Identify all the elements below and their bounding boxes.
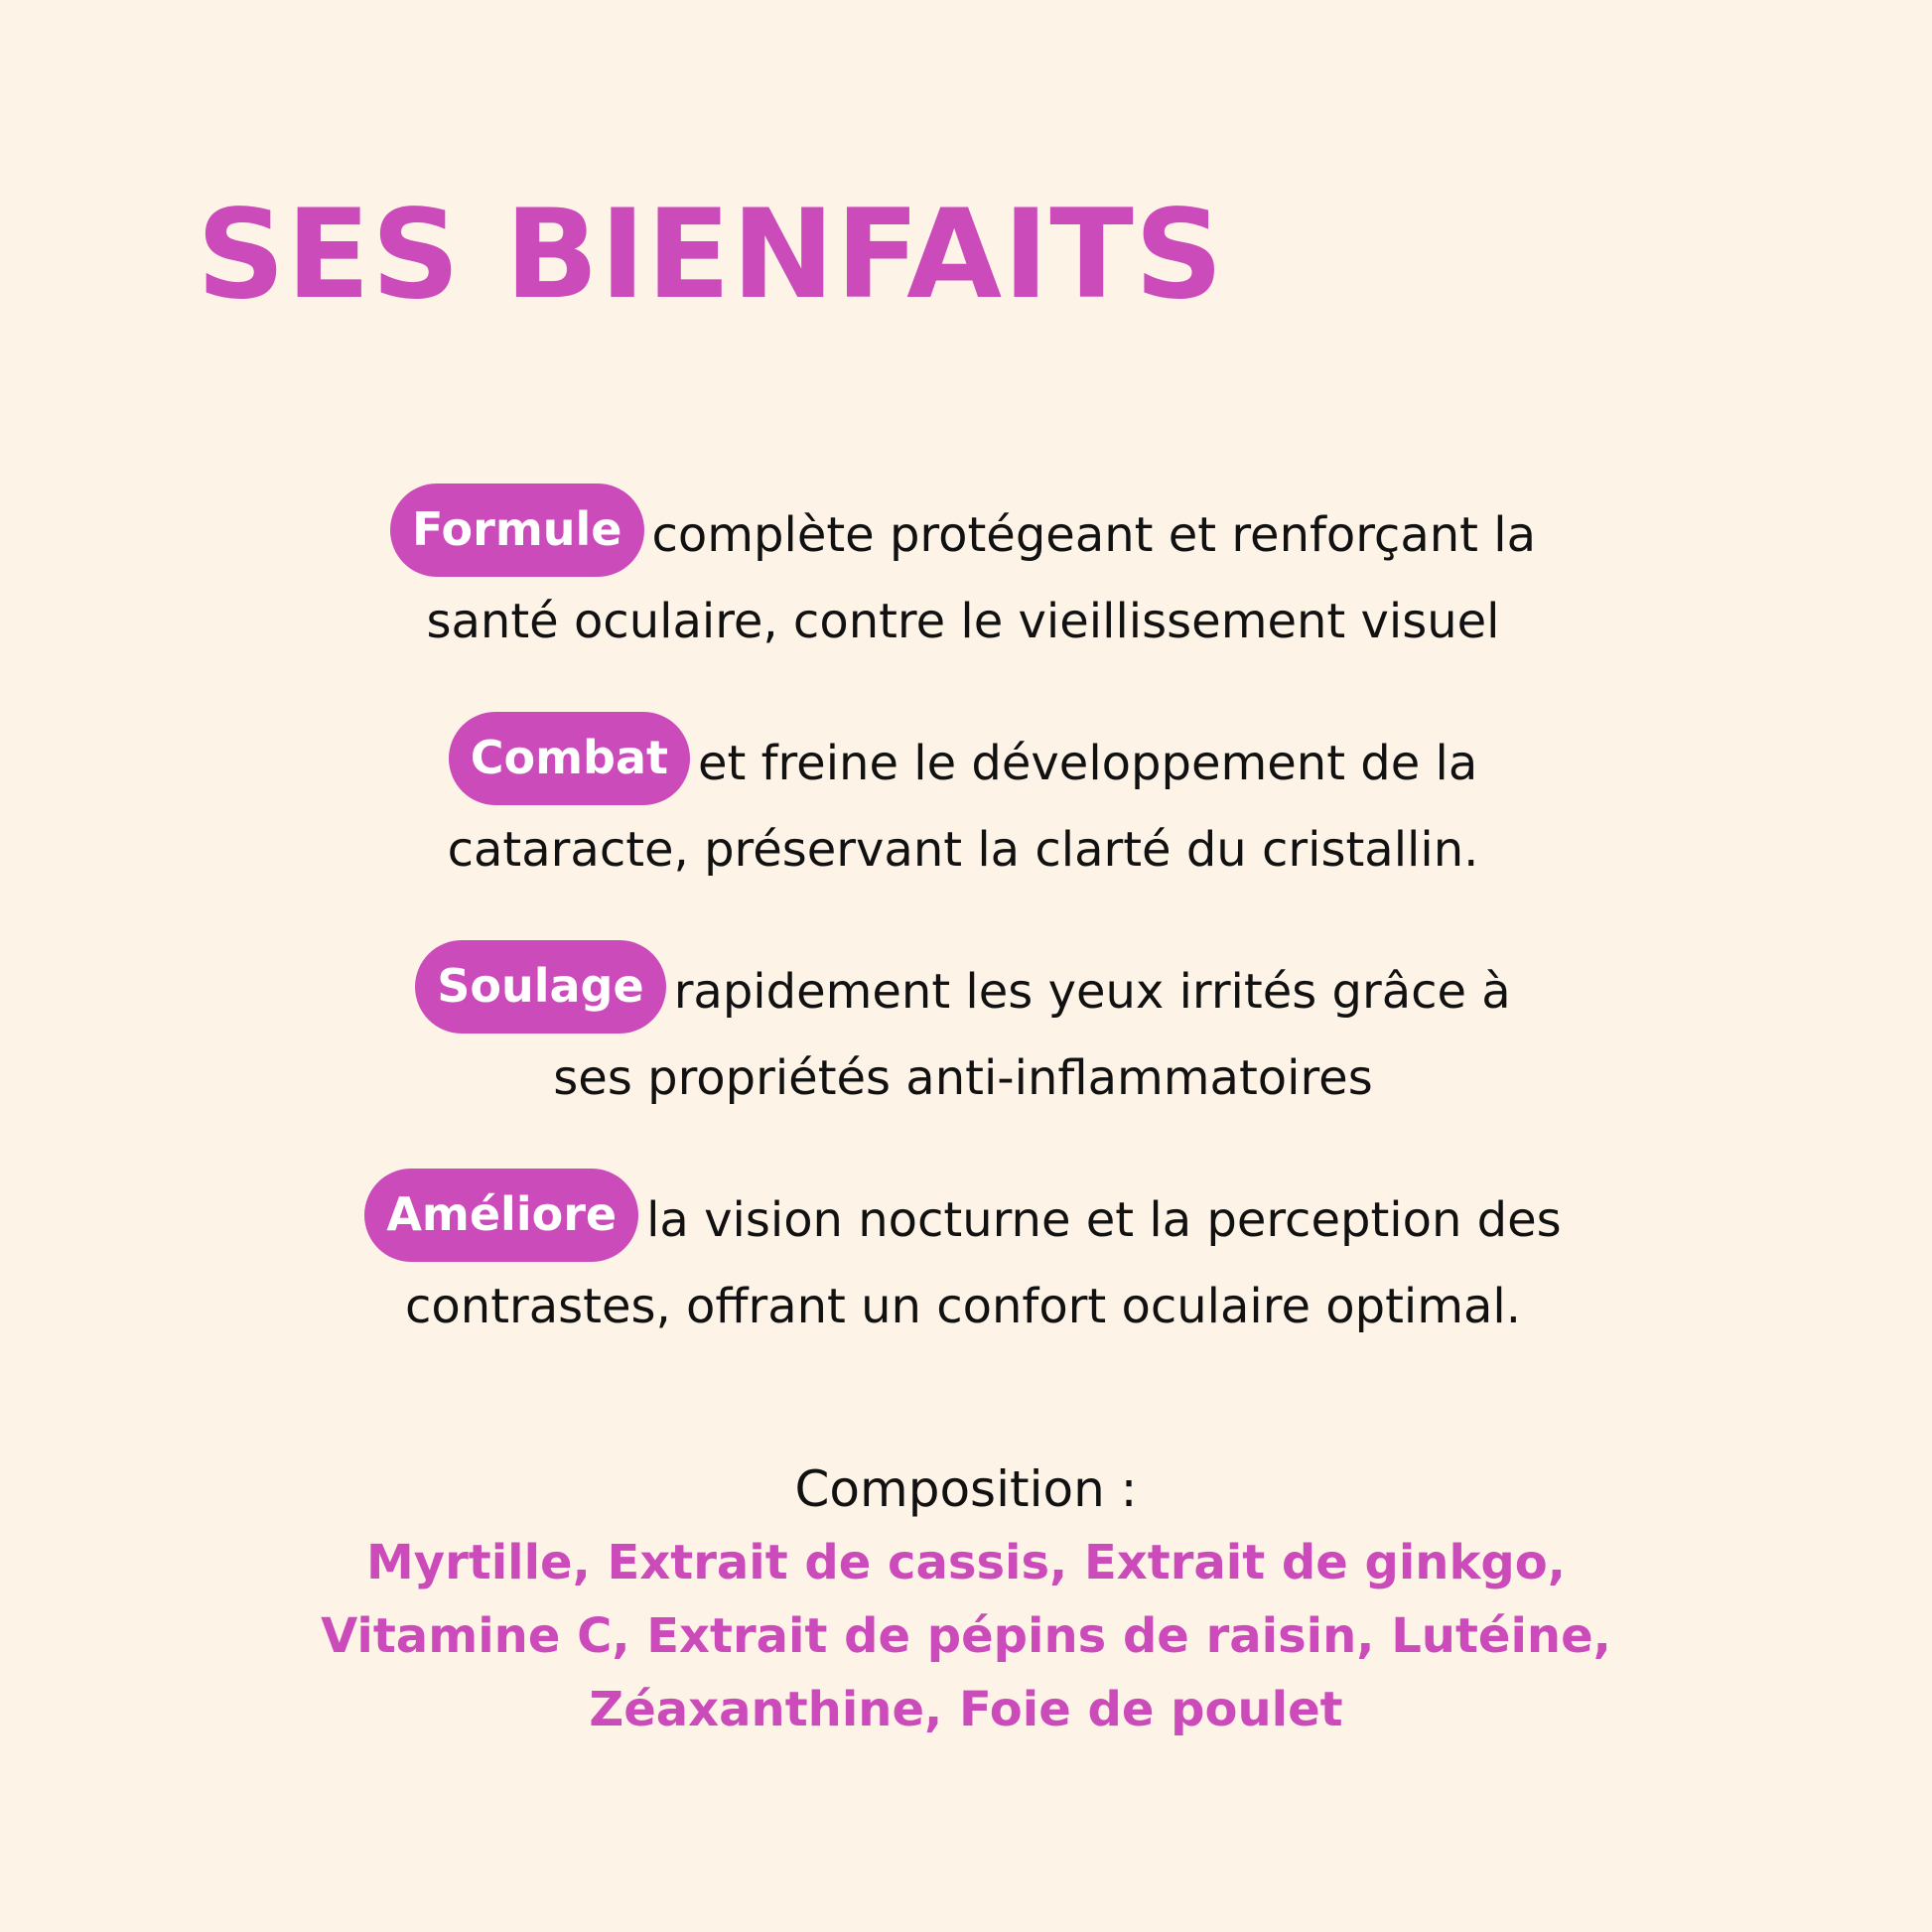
benefit-line [278, 720, 1648, 813]
ingredient-line: Vitamine C, Extrait de pépins de raisin, Lutéine, [321, 1608, 1611, 1664]
benefit-text: santé oculaire, contre le vieillissement visuel [426, 594, 1500, 649]
composition-section [228, 1452, 1704, 1746]
benefit-text: contrastes, offrant un confort oculaire optimal. [405, 1279, 1521, 1334]
benefit-line [278, 1176, 1648, 1270]
benefit-item [278, 1176, 1648, 1343]
benefit-text: cataracte, préservant la clarté du cristallin. [447, 822, 1479, 878]
benefits-list [278, 491, 1648, 1405]
benefit-item [278, 720, 1648, 887]
benefit-item [278, 491, 1648, 658]
benefit-line [278, 948, 1648, 1041]
ingredient-line: Myrtille, Extrait de cassis, Extrait de ginkgo, [366, 1535, 1566, 1590]
benefit-text: ses propriétés anti-inflammatoires [553, 1050, 1373, 1106]
benefit-line [278, 491, 1648, 585]
ingredient-line: Zéaxanthine, Foie de poulet [589, 1682, 1343, 1737]
page-title: SES BIENFAITS [197, 184, 1225, 327]
benefit-text: complète protégeant et renforçant la [651, 507, 1536, 563]
benefit-text: et freine le développement de la [697, 736, 1478, 791]
keyword-pill: Améliore [364, 1169, 638, 1262]
composition-label: Composition : [794, 1460, 1138, 1518]
keyword-pill: Soulage [415, 940, 665, 1034]
benefit-text: rapidement les yeux irrités grâce à [673, 964, 1511, 1020]
benefit-item [278, 948, 1648, 1115]
keyword-pill: Formule [390, 483, 644, 577]
benefit-text: la vision nocturne et la perception des [646, 1192, 1562, 1248]
keyword-pill: Combat [449, 712, 690, 805]
